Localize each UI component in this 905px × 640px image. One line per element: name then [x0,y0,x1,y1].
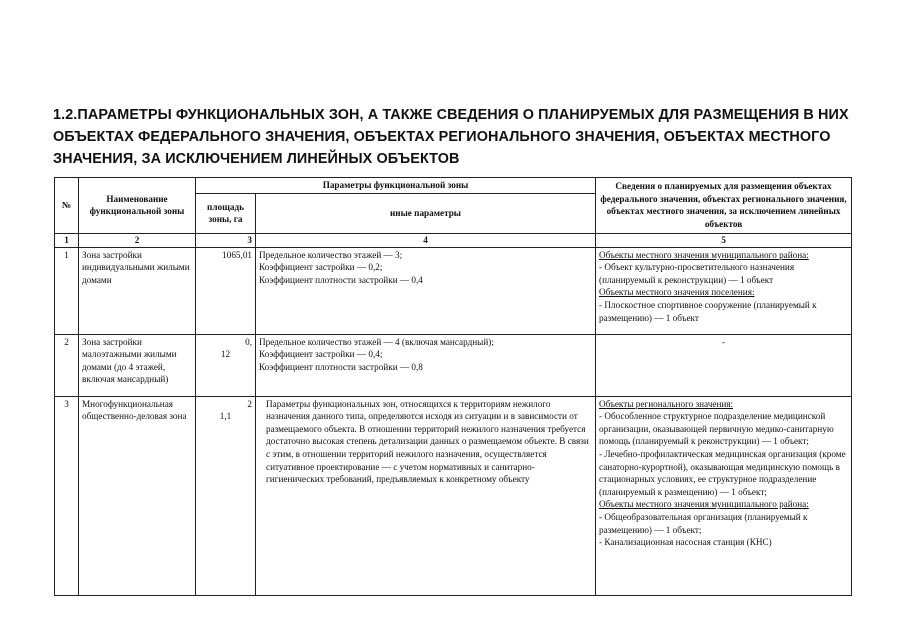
column-index-row [55,233,852,247]
objects-category: Объекты местного значения муниципального района: [599,249,809,260]
planned-objects [596,334,852,396]
param-line: Коэффициент застройки — 0,4; [259,349,383,360]
column-index: 1 [55,233,79,247]
object-item: - Обособленное структурное подразделение медицинской организации, оказывающей первичную медико-санитарную помощь (планируемый к реконструкции) — 1 объект; [599,411,834,447]
zone-area [196,396,256,595]
column-index: 3 [196,233,256,247]
planned-objects [596,396,852,595]
zone-params [256,247,596,334]
param-line: Коэффициент плотности застройки — 0,4 [259,274,423,285]
object-item: - Общеобразовательная организация (планируемый к размещению) — 1 объект; [599,511,808,535]
zone-area-value: 1,1 [219,411,232,422]
objects-empty-dash: - [721,336,726,347]
zone-area [196,334,256,396]
header-num: № [55,178,79,234]
header-zone-name: Наименование функциональной зоны [79,178,196,234]
table-row [55,334,852,396]
object-item: - Объект культурно-просветительного назначения (планируемый к реконструкции) — 1 объект [599,262,795,285]
zone-area-value: 12 [220,349,231,360]
zone-name: Многофункциональная общественно-деловая зона [79,396,196,595]
zones-parameters-table [54,177,852,596]
planned-objects [596,247,852,334]
table-row [55,247,852,334]
zone-params [256,334,596,396]
table-row [55,396,852,595]
zone-params: Параметры функциональных зон, относящихся к территориям нежилого назначения данного типа, определяются исходя из ситуации и в зависимости от размещаемого объекта. В отношении территорий нежилого назначения требуется достаточно высокая степень детализации данных о размещаемом объекте. В связи с этим, в отношении территорий нежилого назначения, осуществляется ситуативное проектирование — с учетом нормативных и санитарно-гигиенических требований, предъявляемых к конкретному объекту [256,396,596,595]
column-index: 4 [256,233,596,247]
objects-category: Объекты регионального значения: [599,398,734,409]
zone-area [196,247,256,334]
object-item: - Канализационная насосная станция (КНС) [599,537,772,548]
row-number: 1 [55,247,79,334]
param-line: Коэффициент застройки — 0,2; [259,262,383,273]
header-area: площадь зоны, га [196,193,256,233]
page-title: 1.2.ПАРАМЕТРЫ ФУНКЦИОНАЛЬНЫХ ЗОН, А ТАКЖЕ СВЕДЕНИЯ О ПЛАНИРУЕМЫХ ДЛЯ РАЗМЕЩЕНИЯ В НИХ ОБЪЕКТАХ ФЕДЕРАЛЬНОГО ЗНАЧЕНИЯ, ОБЪЕКТАХ РЕГИОНАЛЬНОГО ЗНАЧЕНИЯ, ОБЪЕКТАХ МЕСТНОГО ЗНАЧЕНИЯ, ЗА ИСКЛЮЧЕНИЕМ ЛИНЕЙНЫХ ОБЪЕКТОВ [53,107,849,167]
param-line: Коэффициент плотности застройки — 0,8 [259,361,423,372]
header-params-group: Параметры функциональной зоны [196,178,596,194]
header-other-params: иные параметры [256,193,596,233]
zone-area-value: 2 [247,398,252,409]
objects-category: Объекты местного значения муниципального района: [599,499,809,510]
row-number: 2 [55,334,79,396]
row-number: 3 [55,396,79,595]
object-item: - Лечебно-профилактическая медицинская организация (кроме санаторно-курортной), оказывающая медицинскую помощь в стационарных условиях, ее структурное подразделение (планируемый к размещению) — 1 объект; [599,448,846,497]
param-line: Предельное количество этажей — 4 (включая мансардный); [259,336,494,347]
zone-area-value: 1065,01 [222,249,252,260]
header-planned-objects: Сведения о планируемых для размещения объектах федерального значения, объектах регионального значения, объектах местного значения, за исключением линейных объектов [596,178,852,234]
column-index: 2 [79,233,196,247]
objects-category: Объекты местного значения поселения: [599,287,755,298]
column-index: 5 [596,233,852,247]
param-line: Предельное количество этажей — 3; [259,249,403,260]
zone-name: Зона застройки малоэтажными жилыми домами (до 4 этажей, включая мансардный) [79,334,196,396]
object-item: - Плоскостное спортивное сооружение (планируемый к размещению) — 1 объект [599,299,817,323]
zone-area-value: 0, [245,336,252,347]
zone-name: Зона застройки индивидуальными жилыми домами [79,247,196,334]
